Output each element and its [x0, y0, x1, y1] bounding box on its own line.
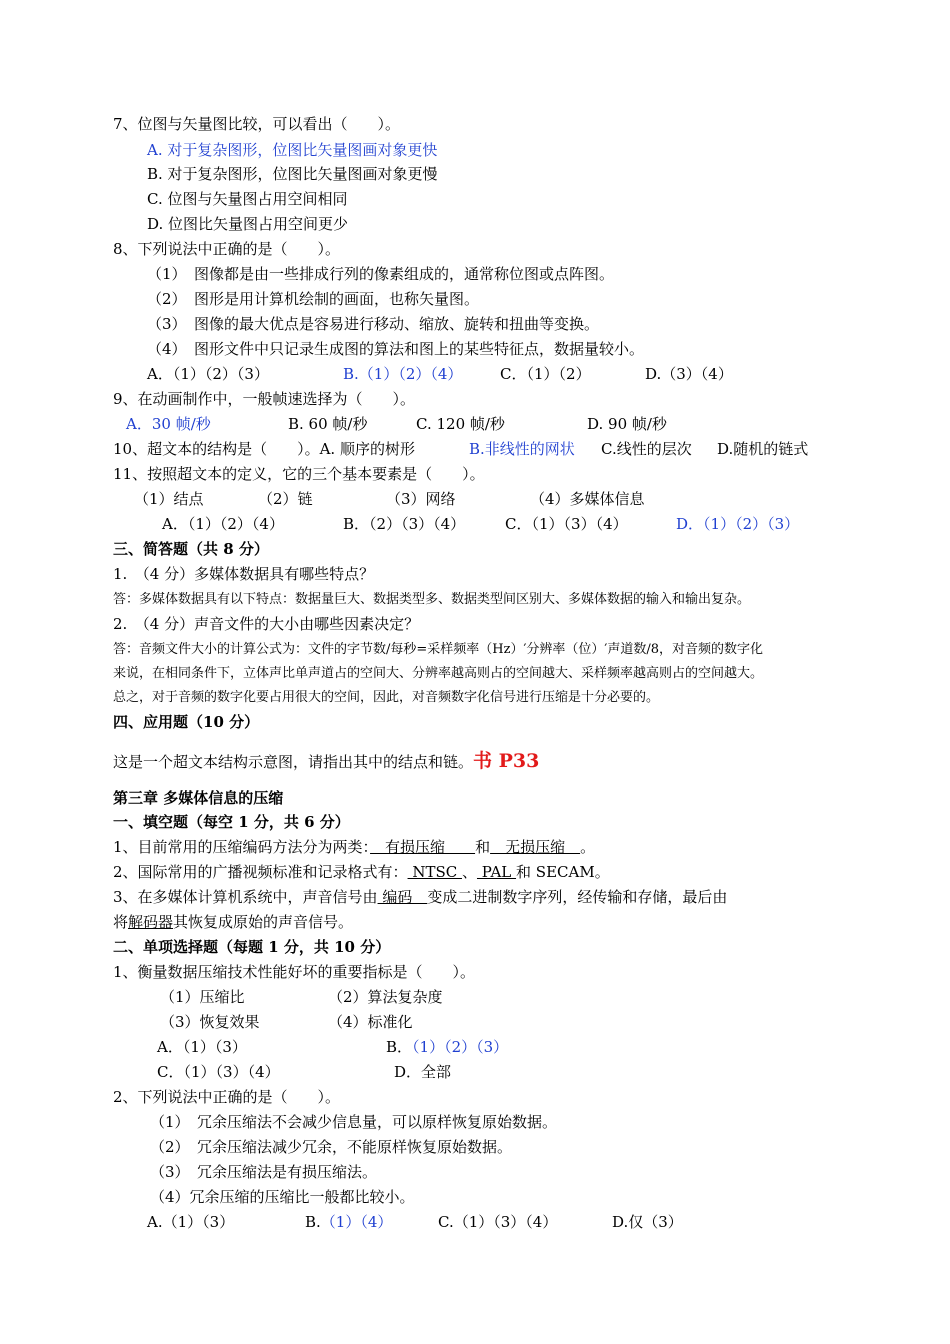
ch3-fill-1	[113, 837, 595, 857]
q9-stem: 9、在动画制作中，一般帧速选择为（ ）。	[113, 390, 416, 408]
q10-option-b: B.非线性的网状	[469, 440, 575, 458]
q9-option-a: A．30 帧/秒	[126, 415, 211, 433]
ch3-c1-item-3: （3）恢复效果	[160, 1013, 260, 1031]
q11-element-4: （4）多媒体信息	[530, 490, 645, 508]
ch3-c2-option-c: C.（1）（3）（4）	[438, 1213, 558, 1231]
q8-item-1: （1） 图像都是由一些排成行列的像素组成的，通常称位图或点阵图。	[147, 265, 615, 283]
ch3-fill-2-answer-1: NTSC	[407, 863, 462, 881]
q9-option-d: D. 90 帧/秒	[587, 415, 667, 433]
ch3-fill-1-prefix: 1、目前常用的压缩编码方法分为两类：	[113, 838, 371, 856]
ch3-c1-option-d: D．全部	[394, 1063, 452, 1081]
q7-stem: 7、位图与矢量图比较，可以看出（ ）。	[113, 115, 401, 133]
ch3-fill-title: 一、填空题（每空 1 分，共 6 分）	[113, 813, 350, 831]
ch3-fill-3-l2-prefix: 将	[113, 913, 129, 931]
ch3-c1-option-a: A．（1）（3）	[157, 1038, 247, 1056]
q8-option-b: B.（1）（2）（4）	[343, 365, 463, 383]
sec3-answer-2-line-2: 来说，在相同条件下，立体声比单声道占的空间大、分辨率越高则占的空间越大、采样频率越高则占的空间越大。	[113, 666, 764, 681]
q7-option-d: D. 位图比矢量图占用空间更少	[147, 215, 349, 233]
q8-option-c: C．（1）（2）	[500, 365, 591, 383]
sec3-answer-2-line-3: 总之，对于音频的数字化要占用很大的空间，因此，对音频数字化信号进行压缩是十分必要的。	[113, 690, 660, 705]
q10-stem: 10、超文本的结构是（ ）。A. 顺序的树形	[113, 440, 415, 458]
sec4-text	[113, 751, 539, 772]
ch3-fill-2-end: 和 SECAM。	[516, 863, 610, 881]
ch3-c2-stem: 2、下列说法中正确的是（ ）。	[113, 1088, 341, 1106]
q11-option-d: D．（1）（2）（3）	[676, 515, 800, 533]
q11-option-b: B．（2）（3）（4）	[343, 515, 466, 533]
ch3-c2-option-d: D.仅（3）	[612, 1213, 683, 1231]
q8-item-3: （3） 图像的最大优点是容易进行移动、缩放、旋转和扭曲等变换。	[147, 315, 600, 333]
ch3-c2-item-3: （3） 冗余压缩法是有损压缩法。	[150, 1163, 378, 1181]
ch3-c1-option-c: C．（1）（3）（4）	[157, 1063, 280, 1081]
ch3-fill-1-answer-1: 有损压缩	[370, 838, 476, 856]
ch3-choice-title: 二、单项选择题（每题 1 分，共 10 分）	[113, 938, 391, 956]
ch3-c1-option-b-text: （1）（2）（3）	[412, 1038, 509, 1056]
q7-option-b: B. 对于复杂图形，位图比矢量图画对象更慢	[147, 165, 438, 183]
ch3-c1-item-4: （4）标准化	[328, 1013, 413, 1031]
ch3-fill-3-line-1	[113, 887, 727, 907]
ch3-fill-3-answer-1: 编码	[377, 888, 428, 906]
q7-option-a: A. 对于复杂图形，位图比矢量图画对象更快	[147, 141, 438, 159]
ch3-c2-item-4: （4）冗余压缩的压缩比一般都比较小。	[150, 1188, 415, 1206]
ch3-c2-item-2: （2） 冗余压缩法减少冗余，不能原样恢复原始数据。	[150, 1138, 513, 1156]
q8-option-d: D.（3）（4）	[645, 365, 733, 383]
sec3-question-2: 2. （4 分）声音文件的大小由哪些因素决定？	[113, 615, 420, 633]
q11-stem: 11、按照超文本的定义，它的三个基本要素是（ ）。	[113, 465, 485, 483]
q10-option-c: C.线性的层次	[601, 440, 692, 458]
ch3-fill-1-mid: 和	[475, 838, 491, 856]
q9-option-c: C. 120 帧/秒	[416, 415, 505, 433]
ch3-c2-option-b-text: （1）（4）	[320, 1213, 393, 1231]
ch3-c2-item-1: （1） 冗余压缩法不会减少信息量，可以原样恢复原始数据。	[150, 1113, 558, 1131]
q10-option-d: D.随机的链式	[717, 440, 809, 458]
sec4-question: 这是一个超文本结构示意图，请指出其中的结点和链。	[113, 753, 474, 771]
ch3-fill-3-end: 变成二进制数字序列，经传输和存储，最后由	[427, 888, 728, 906]
ch3-fill-3-l2-end: 其恢复成原始的声音信号。	[173, 913, 354, 931]
ch3-c1-item-2: （2）算法复杂度	[328, 988, 443, 1006]
q11-element-2: （2）链	[258, 490, 313, 508]
ch3-fill-2-prefix: 2、国际常用的广播视频标准和记录格式有：	[113, 863, 408, 881]
q8-item-4: （4） 图形文件中只记录生成图的算法和图上的某些特征点，数据量较小。	[147, 340, 645, 358]
ch3-c2-option-b-label: B.	[305, 1213, 321, 1231]
ch3-fill-2-answer-2: PAL	[476, 863, 517, 881]
ch3-c1-item-1: （1）压缩比	[160, 988, 245, 1006]
ch3-c1-stem: 1、衡量数据压缩技术性能好坏的重要指标是（ ）。	[113, 963, 476, 981]
q7-option-c: C. 位图与矢量图占用空间相同	[147, 190, 348, 208]
section-4-title: 四、应用题（10 分）	[113, 713, 260, 731]
q8-item-2: （2） 图形是用计算机绘制的画面，也称矢量图。	[147, 290, 480, 308]
q11-element-3: （3）网络	[386, 490, 456, 508]
q11-option-c: C．（1）（3）（4）	[505, 515, 628, 533]
section-3-title: 三、简答题（共 8 分）	[113, 540, 269, 558]
q8-option-a: A．（1）（2）（3）	[147, 365, 269, 383]
sec3-answer-1: 答：多媒体数据具有以下特点：数据量巨大、数据类型多、数据类型间区别大、多媒体数据的输入和输出复杂。	[113, 592, 751, 607]
ch3-c2-option-b	[305, 1212, 392, 1232]
ch3-fill-3-answer-2: 解码器	[128, 913, 174, 931]
q9-option-b: B. 60 帧/秒	[288, 415, 368, 433]
q11-option-a: A．（1）（2）（4）	[162, 515, 284, 533]
ch3-c1-option-b	[386, 1037, 508, 1057]
ch3-fill-2-mid: 、	[461, 863, 477, 881]
ch3-fill-3-line-2	[113, 912, 353, 932]
sec3-answer-2-line-1: 答：音频文件大小的计算公式为：文件的字节数/每秒=采样频率（Hz）′分辨率（位）′声道数/8，对音频的数字化	[113, 642, 764, 657]
sec3-question-1: 1. （4 分）多媒体数据具有哪些特点？	[113, 565, 375, 583]
q8-stem: 8、下列说法中正确的是（ ）。	[113, 240, 341, 258]
ch3-c1-option-b-label: B．	[386, 1038, 413, 1056]
ch3-c2-option-a: A.（1）（3）	[147, 1213, 235, 1231]
ch3-fill-2	[113, 862, 610, 882]
sec4-page-ref: 书 P33	[473, 750, 540, 772]
q11-element-1: （1）结点	[134, 490, 204, 508]
ch3-fill-1-end: 。	[580, 838, 596, 856]
chapter-3-title: 第三章 多媒体信息的压缩	[113, 789, 284, 807]
ch3-fill-1-answer-2: 无损压缩	[490, 838, 581, 856]
ch3-fill-3-prefix: 3、在多媒体计算机系统中，声音信号由	[113, 888, 378, 906]
